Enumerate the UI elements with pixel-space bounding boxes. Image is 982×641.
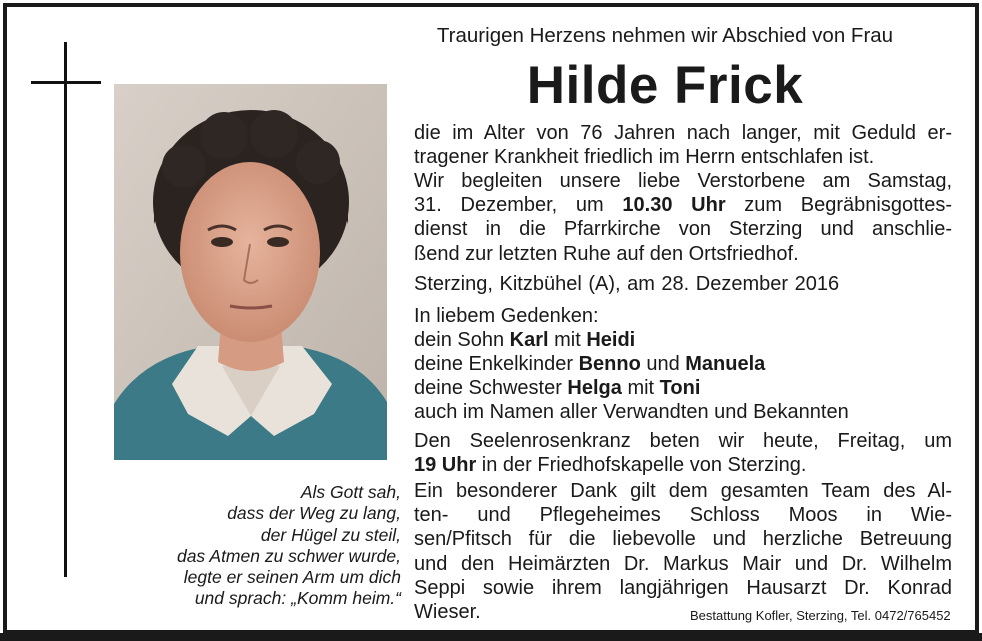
mourner-line [414, 376, 952, 400]
text-line: die im Alter von 76 Jahren nach langer, mit Geduld er- [414, 122, 952, 144]
rosary-time: 19 Uhr [414, 454, 477, 477]
text-span: deine Schwester [414, 377, 568, 400]
mourner-name: Helga [567, 377, 622, 400]
place-date-line: Sterzing, Kitzbühel (A), am 28. Dezember 2016 [414, 273, 840, 295]
mourner-name: Toni [659, 377, 701, 400]
mourner-line [414, 352, 952, 376]
poem-line: legte er seinen Arm um dich [183, 567, 401, 588]
poem-line: dass der Weg zu lang, [227, 503, 401, 524]
poem-line: Als Gott sah, [300, 482, 401, 502]
thanks-paragraph [414, 479, 952, 624]
text-span: und [640, 353, 686, 376]
death-notice-paragraph [414, 121, 952, 169]
text-span: 31. Dezember, um [414, 194, 623, 217]
text-line: Wir begleiten unsere liebe Verstorbene am Samstag, [414, 170, 952, 192]
mourners-list [414, 304, 952, 424]
mourner-name: Karl [509, 329, 549, 352]
cross-symbol-bar [31, 81, 101, 84]
poem-line: der Hügel zu steil, [260, 524, 401, 545]
text-line: Seppi sowie ihrem langjährigen Hausarzt Dr. Konrad [414, 576, 952, 599]
mourner-line [414, 328, 952, 352]
rosary-paragraph [414, 429, 952, 477]
text-line: Wieser. [414, 601, 481, 624]
text-line: und den Heimärzten Dr. Markus Mair und Dr. Wilhelm [414, 552, 952, 575]
cross-symbol [64, 42, 67, 577]
mourners-heading: In liebem Gedenken: [414, 305, 599, 327]
text-line [414, 453, 952, 477]
text-span: in der Friedhofskapelle von Sterzing. [476, 454, 807, 477]
text-line: sen/Pfitsch für die liebevolle und herzliche Betreuung [414, 528, 952, 551]
poem-line: das Atmen zu schwer wurde, [176, 545, 401, 566]
text-span: zum Begräbnisgottes- [725, 194, 952, 217]
text-span: dein Sohn [414, 329, 510, 352]
mourner-line: auch im Namen aller Verwandten und Bekannten [414, 401, 849, 424]
text-line: ten- und Pflegeheimes Schloss Moos in Wie- [414, 504, 952, 527]
text-line: Den Seelenrosenkranz beten wir heute, Freitag, um [414, 430, 952, 452]
intro-line: Traurigen Herzens nehmen wir Abschied von Frau [436, 24, 894, 47]
mourner-name: Manuela [685, 353, 766, 376]
bottom-border-strip [0, 633, 982, 641]
portrait-photo [114, 84, 387, 460]
deceased-name: Hilde Frick [526, 56, 804, 115]
mourner-name: Benno [578, 353, 641, 376]
text-line: ßend zur letzten Ruhe auf den Ortsfriedhof. [414, 242, 799, 265]
text-span: mit [548, 329, 587, 352]
text-line: Ein besonderer Dank gilt dem gesamten Team des Al- [414, 480, 952, 502]
funeral-paragraph [414, 169, 952, 266]
text-line [414, 193, 952, 217]
text-line: dienst in die Pfarrkirche von Sterzing und anschlie- [414, 218, 952, 241]
poem-line: und sprach: „Komm heim.“ [194, 588, 401, 609]
text-line: tragener Krankheit friedlich im Herrn entschlafen ist. [414, 146, 875, 169]
text-span: mit [621, 377, 660, 400]
funeral-time: 10.30 Uhr [622, 194, 726, 217]
funeral-home-credit: Bestattung Kofler, Sterzing, Tel. 0472/765452 [690, 608, 951, 623]
mourner-name: Heidi [586, 329, 636, 352]
text-span: deine Enkelkinder [414, 353, 579, 376]
poem [115, 482, 401, 610]
